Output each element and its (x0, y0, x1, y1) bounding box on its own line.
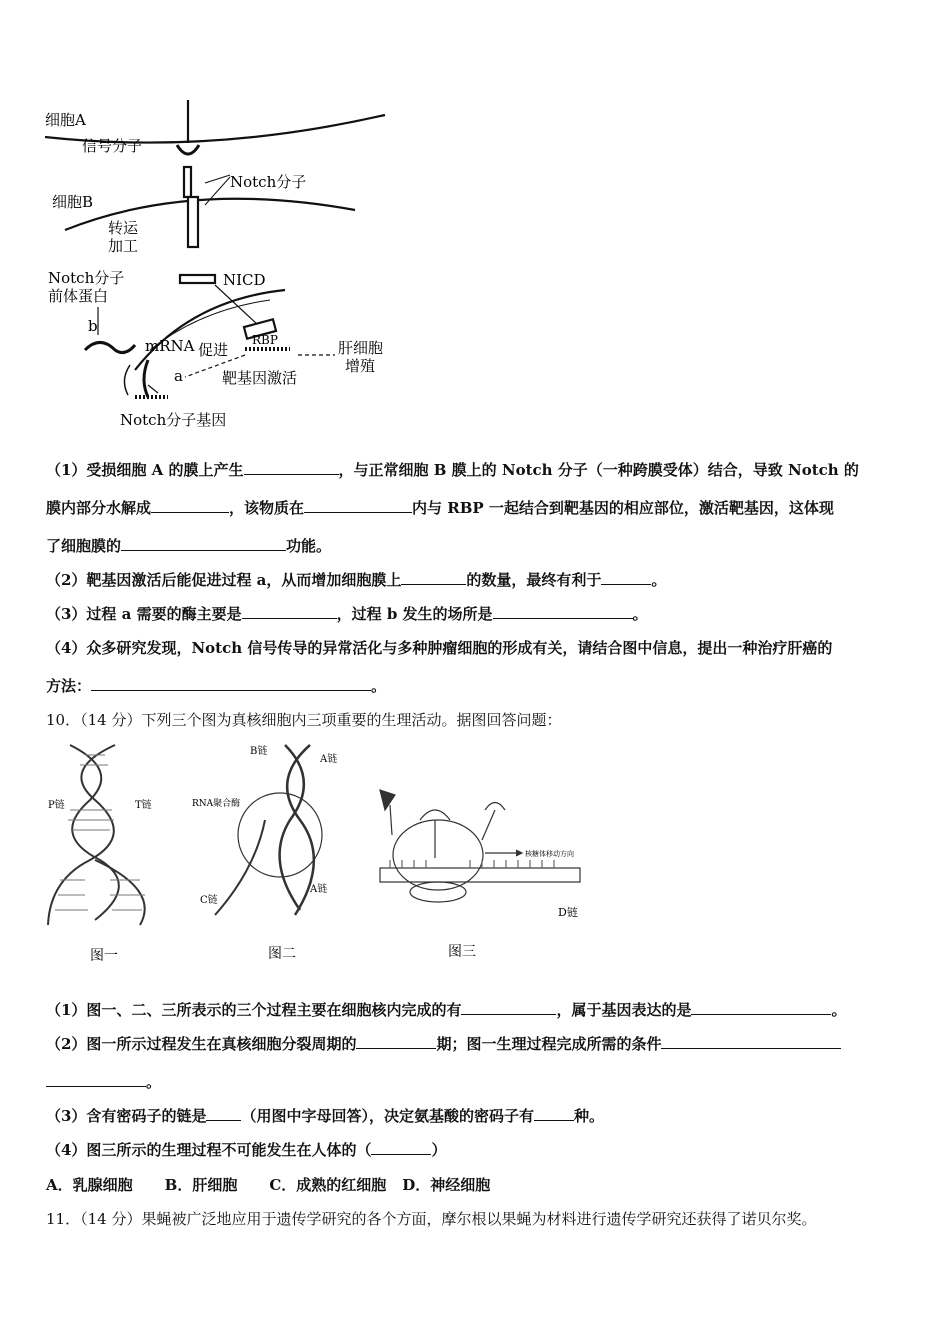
fig-one-label-p: P链 (48, 800, 65, 811)
fig-one-label-t: T链 (135, 800, 152, 811)
answer-blank[interactable] (91, 676, 371, 691)
answer-blank[interactable] (461, 1000, 556, 1015)
answer-blank[interactable] (661, 1034, 841, 1049)
answer-blank[interactable] (534, 1106, 574, 1121)
fig-two-label-a-top: A链 (320, 754, 338, 765)
answer-blank[interactable] (46, 1072, 146, 1087)
fig-three-translation (380, 790, 580, 902)
fig-two-label-c: C链 (200, 895, 218, 906)
answer-blank[interactable] (691, 1000, 831, 1015)
answer-blank[interactable] (356, 1034, 436, 1049)
fig1-label-liver1: 肝细胞 (338, 339, 384, 357)
answer-blank[interactable] (242, 604, 337, 619)
fig-two-caption: 图二 (268, 946, 296, 962)
notch-signaling-diagram (40, 95, 400, 435)
q10-part4: （4）图三所示的生理过程不可能发生在人体的（ ） (46, 1141, 447, 1159)
fig1-label-b: b (88, 317, 98, 335)
fig1-label-rbp: RBP (252, 333, 278, 347)
fig1-label-mrna: mRNA (145, 337, 195, 355)
answer-blank[interactable] (493, 604, 633, 619)
q10-part2-line1: （2）图一所示过程发生在真核细胞分裂周期的 期；图一生理过程完成所需的条件 (46, 1034, 841, 1054)
answer-blank[interactable] (601, 570, 651, 585)
fig1-label-precursor1: Notch分子 (48, 269, 125, 287)
q10-part3: （3）含有密码子的链是 （用图中字母回答），决定氨基酸的密码子有 种。 (46, 1107, 604, 1125)
fig1-label-gene: Notch分子基因 (120, 411, 227, 429)
answer-blank[interactable] (371, 1140, 431, 1155)
answer-blank[interactable] (121, 536, 286, 551)
fig1-label-transport1: 转运 (108, 219, 139, 237)
option-d[interactable]: D．神经细胞 (402, 1176, 491, 1194)
q9-part1-line1: （1）受损细胞 A 的膜上产生 ，与正常细胞 B 膜上的 Notch 分子（一种跨膜受体）结合，导致 Notch 的 (46, 461, 859, 479)
q10-part2-line2: 。 (46, 1072, 161, 1092)
q9-part2: （2）靶基因激活后能促进过程 a，从而增加细胞膜上 的数量，最终有利于 。 (46, 571, 667, 589)
fig1-label-transport2: 加工 (108, 237, 139, 255)
q9-part4-line2: 方法： 。 (46, 677, 387, 695)
q10-part1: （1）图一、二、三所表示的三个过程主要在细胞核内完成的有 ，属于基因表达的是 。 (46, 1001, 847, 1019)
answer-blank[interactable] (244, 460, 339, 475)
fig-three-label-d: D链 (558, 906, 578, 919)
fig1-label-nicd: NICD (223, 271, 266, 289)
fig-two-label-b: B链 (250, 746, 268, 757)
answer-blank[interactable] (206, 1106, 241, 1121)
fig-one-caption: 图一 (90, 948, 118, 964)
q11-header: 11．（14 分）果蝇被广泛地应用于遗传学研究的各个方面，摩尔根以果蝇为材料进行遗传学研究还获得了诺贝尔奖。 (46, 1210, 817, 1228)
answer-blank[interactable] (304, 498, 412, 513)
option-b[interactable]: B．肝细胞 (164, 1176, 238, 1194)
fig1-label-signal: 信号分子 (82, 137, 143, 155)
fig1-label-target: 靶基因激活 (222, 369, 298, 387)
fig1-label-a: a (174, 367, 183, 385)
fig-two-label-rnapol: RNA聚合酶 (192, 799, 241, 809)
fig1-label-liver2: 增殖 (345, 357, 376, 375)
fig-three-caption: 图三 (448, 944, 476, 960)
q9-part1-line2: 膜内部分水解成 ，该物质在 内与 RBP 一起结合到靶基因的相应部位，激活靶基因，这体现 (46, 499, 834, 517)
fig1-label-precursor2: 前体蛋白 (48, 287, 109, 305)
q10-header: 10．（14 分）下列三个图为真核细胞内三项重要的生理活动。据图回答问题： (46, 711, 562, 729)
option-c[interactable]: C．成熟的红细胞 (269, 1176, 387, 1194)
fig-two-transcription (215, 745, 322, 915)
q10-three-figures (40, 740, 600, 970)
fig1-label-promote: 促进 (198, 341, 229, 359)
answer-blank[interactable] (151, 498, 229, 513)
answer-blank[interactable] (401, 570, 466, 585)
fig1-label-cellB: 细胞B (52, 193, 94, 211)
q9-part3: （3）过程 a 需要的酶主要是 ，过程 b 发生的场所是 。 (46, 605, 648, 623)
fig1-label-cellA: 细胞A (45, 111, 86, 129)
fig1-label-notch: Notch分子 (230, 173, 307, 191)
fig-one-dna-replication (48, 745, 145, 925)
fig-two-label-a-bot: A链 (310, 884, 328, 895)
q9-part4-line1: （4）众多研究发现，Notch 信号传导的异常活化与多种肿瘤细胞的形成有关，请结合图中信息，提出一种治疗肝癌的 (46, 639, 833, 657)
option-a[interactable]: A．乳腺细胞 (46, 1176, 133, 1194)
q9-part1-line3: 了细胞膜的 功能。 (46, 537, 332, 555)
q10-options (46, 1175, 490, 1195)
fig-three-label-direction: 核糖体移动方向 (525, 850, 574, 858)
